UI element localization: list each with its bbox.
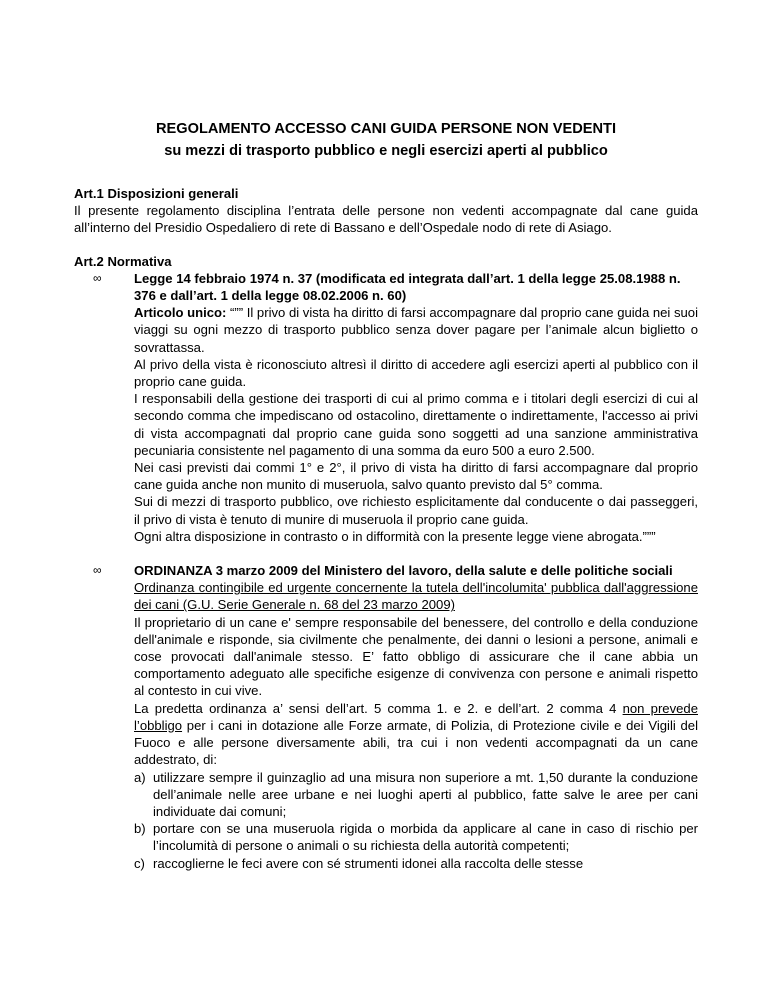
title-line-2: su mezzi di trasporto pubblico e negli esercizi aperti al pubblico bbox=[164, 143, 608, 159]
ordinanza-title: ORDINANZA 3 marzo 2009 del Ministero del lavoro, della salute e delle politiche sociali bbox=[134, 563, 673, 579]
law-1974-p3: I responsabili della gestione dei trasporti di cui al primo comma e i titolari degli esercizi di cui al secondo comma che impediscano od ostacolino, direttamente o indirettamente, l'accesso ai privi di vista accompagnati dal proprio cane guida sono soggetti ad una sanzione amministrativa pecuniaria consistente nel pagamento di una somma da euro 500 a euro 2.500. bbox=[134, 391, 698, 458]
bullet-ordinanza-2009 bbox=[74, 562, 698, 872]
title-line-1: REGOLAMENTO ACCESSO CANI GUIDA PERSONE NON VEDENTI bbox=[155, 121, 617, 137]
non-prevede-obbligo: non prevede l’obbligo bbox=[134, 700, 698, 733]
articolo-unico-label: Articolo unico: bbox=[134, 305, 227, 321]
document-title bbox=[74, 118, 698, 162]
list-item bbox=[134, 769, 698, 821]
list-item-label: b) bbox=[134, 821, 146, 837]
ordinanza-p2 bbox=[134, 700, 698, 769]
law-1974-p5: Sui di mezzi di trasporto pubblico, ove richiesto esplicitamente dal conducente o dai passeggeri, il privo di vista è tenuto di munire di museruola il proprio cane guida. bbox=[134, 494, 698, 527]
law-1974-title: Legge 14 febbraio 1974 n. 37 (modificata ed integrata dall’art. 1 della legge 25.08.1988 n. 376 e dall’art. 1 della legge 08.02.2006 n. 60) bbox=[134, 270, 681, 304]
article-2 bbox=[74, 253, 698, 872]
article-1 bbox=[74, 185, 698, 237]
list-item-text: utilizzare sempre il guinzaglio ad una misura non superiore a mt. 1,50 durante la conduzione dell’animale nelle aree urbane e nei luoghi aperti al pubblico, fatte salve le aree per cani individuate dai comuni; bbox=[153, 769, 698, 819]
list-item bbox=[134, 855, 698, 872]
ordinanza-subtitle: Ordinanza contingibile ed urgente concernente la tutela dell'incolumita' pubblica dall'aggressione dei cani (G.U. Serie Generale n. 68 del 23 marzo 2009) bbox=[134, 580, 698, 613]
list-item bbox=[134, 820, 698, 854]
law-1974-p2: Al privo della vista è riconosciuto altresì il diritto di accedere agli esercizi aperti al pubblico con il proprio cane guida. bbox=[134, 356, 698, 390]
list-item-text: raccoglierne le feci avere con sé strumenti idonei alla raccolta delle stesse bbox=[153, 855, 584, 871]
ordinanza-p2-start: La predetta ordinanza a’ sensi dell’art. 5 comma 1. e 2. e dell’art. 2 comma 4 bbox=[134, 700, 623, 716]
ordinanza-p2-end: per i cani in dotazione alle Forze armate, di Polizia, di Protezione civile e dei Vigili del Fuoco e alle persone diversamente abili, tra cui i non vedenti accompagnati da un cane addestrato, di: bbox=[134, 717, 698, 768]
article-1-heading: Art.1 Disposizioni generali bbox=[74, 186, 239, 201]
document-page bbox=[74, 118, 698, 872]
article-1-text: Il presente regolamento disciplina l’entrata delle persone non vedenti accompagnate dal cane guida all’interno del Presidio Ospedaliero di rete di Bassano e dell’Ospedale nodo di rete di Asiago. bbox=[74, 203, 698, 236]
bullet-law-1974 bbox=[74, 270, 698, 545]
ordinanza-p1: Il proprietario di un cane e' sempre responsabile del benessere, del controllo e della conduzione dell'animale e risponde, sia civilmente che penalmente, dei danni o lesioni a persone, animali e cose provocati dall'animale stesso. E’ fatto obbligo di assicurare che il cane abbia un comportamento adeguato alle specifiche esigenze di convivenza con persone e animali rispetto al contesto in cui vive. bbox=[134, 614, 698, 699]
law-1974-p1-text: “”” Il privo di vista ha diritto di farsi accompagnare dal proprio cane guida nei suoi viaggi su ogni mezzo di trasporto pubblico senza dover pagare per l’animale alcun biglietto o sovrattassa. bbox=[134, 305, 699, 355]
infinity-bullet-icon: ∞ bbox=[93, 270, 102, 285]
law-1974-p1 bbox=[134, 304, 698, 356]
list-item-text: portare con se una museruola rigida o morbida da applicare al cane in caso di rischio per l’incolumità di persone o animali o su richiesta della autorità competenti; bbox=[153, 821, 698, 854]
list-item-label: a) bbox=[134, 769, 146, 785]
law-1974-p4: Nei casi previsti dai commi 1° e 2°, il privo di vista ha diritto di farsi accompagnare dal proprio cane guida anche non munito di museruola, salvo quanto previsto dal 5° comma. bbox=[134, 460, 698, 493]
article-2-heading: Art.2 Normativa bbox=[74, 253, 172, 269]
law-1974-p6: Ogni altra disposizione in contrasto o in difformità con la presente legge viene abrogata.””” bbox=[134, 528, 656, 544]
list-item-label: c) bbox=[134, 855, 145, 871]
infinity-bullet-icon: ∞ bbox=[93, 563, 102, 578]
